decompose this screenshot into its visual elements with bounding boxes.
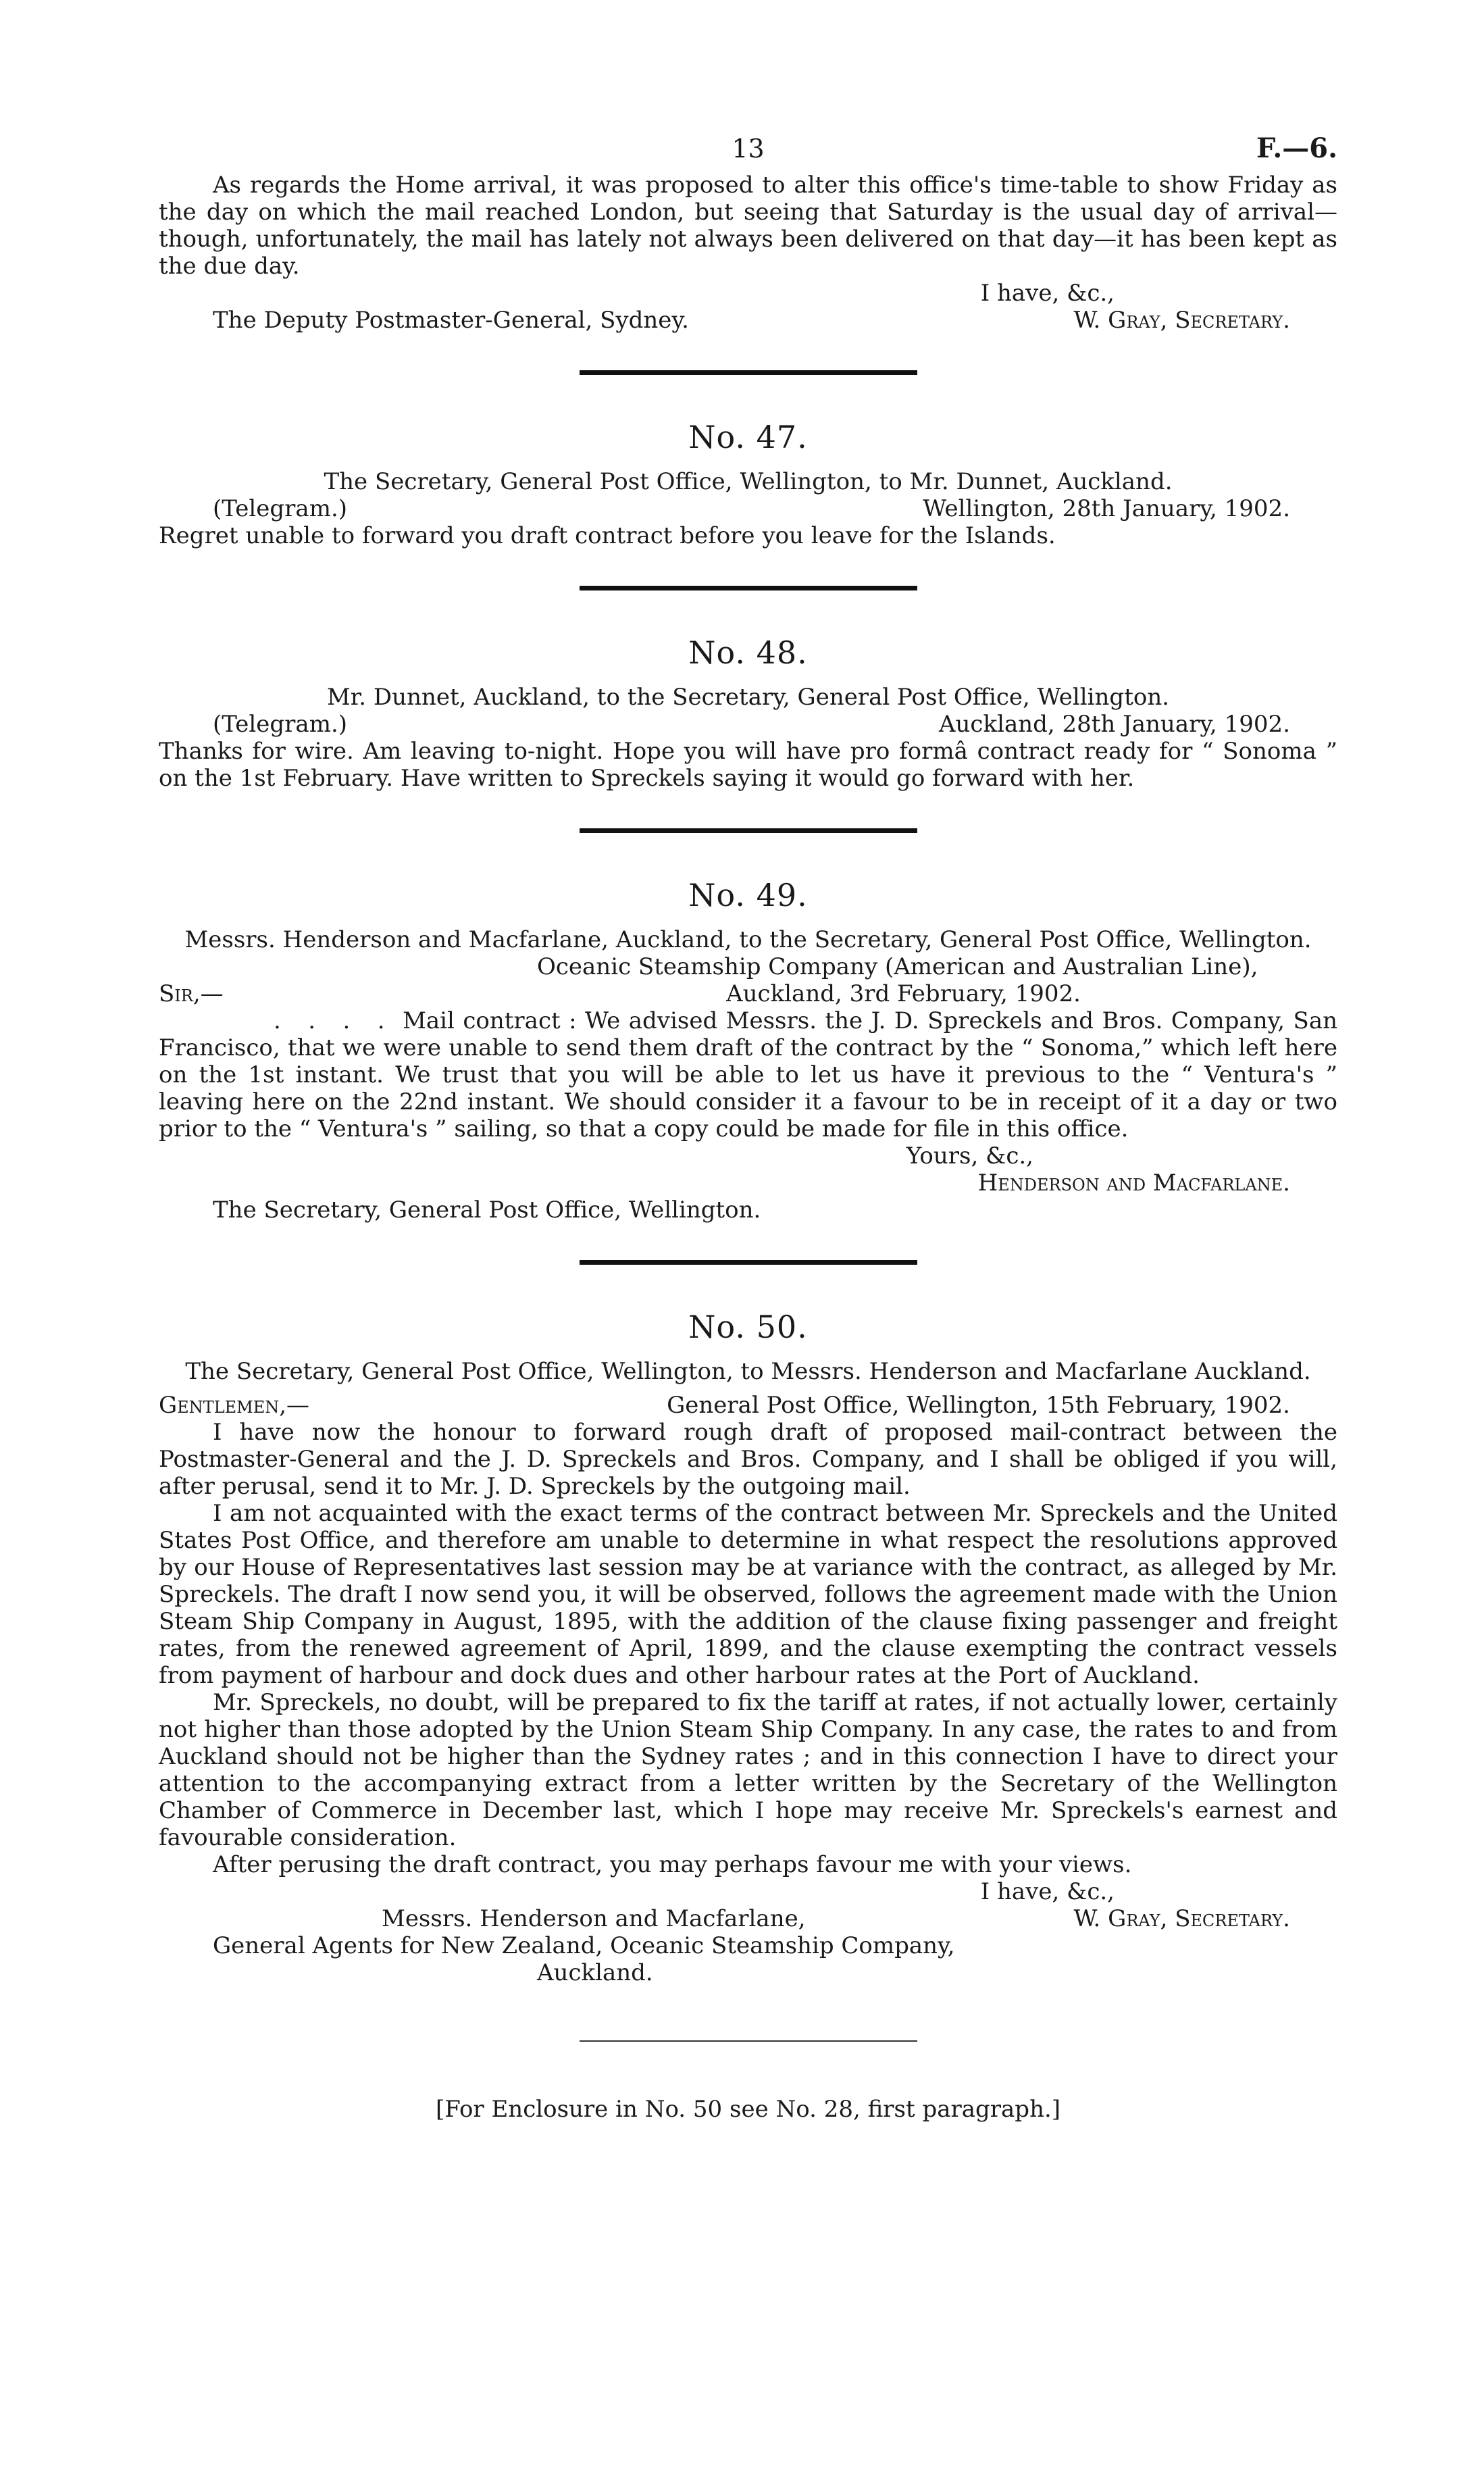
letter-meta-row	[159, 495, 1337, 522]
page-header	[159, 132, 1337, 164]
section-divider	[580, 586, 917, 590]
letter-no-47	[159, 420, 1337, 549]
enclosure-note: [For Enclosure in No. 50 see No. 28, first paragraph.]	[435, 2096, 1061, 2123]
letter-closing: Yours, &c.,	[906, 1142, 1033, 1169]
intro-closing: I have, &c.,	[980, 280, 1115, 307]
letter-dateline: Wellington, 28th January, 1902.	[923, 495, 1290, 522]
letter-paragraph: Mr. Spreckels, no doubt, will be prepared to fix the tariff at rates, if not actually lower, certainly not higher than those adopted by the Union Steam Ship Company. In any case, the rates to and from Auckland should not be higher than the Sydney rates ; and in this connection I have to direct your attention to the accompanying extract from a letter written by the Secretary of the Wellington Chamber of Commerce in December last, which I hope may receive Mr. Spreckels's earnest and favourable consideration.	[159, 1689, 1337, 1851]
letter-signature-row	[159, 1169, 1337, 1197]
letter-number: No. 47.	[688, 419, 808, 455]
section-divider	[580, 828, 917, 833]
letter-body: Regret unable to forward you draft contract before you leave for the Islands.	[159, 522, 1056, 549]
letter-addressee-line2: General Agents for New Zealand, Oceanic Steamship Company,	[213, 1932, 955, 1959]
letter-route: Messrs. Henderson and Macfarlane, Auckland, to the Secretary, General Post Office, Wellington.	[184, 926, 1312, 953]
ellipsis: . . . .	[274, 1007, 394, 1034]
intro-closing-row	[159, 280, 1337, 307]
letter-route: The Secretary, General Post Office, Wellington, to Mr. Dunnet, Auckland.	[324, 468, 1173, 495]
intro-addressee: The Deputy Postmaster-General, Sydney.	[213, 307, 689, 334]
intro-signature: W. Gray, Secretary.	[1073, 307, 1290, 334]
letter-addressee: The Secretary, General Post Office, Wellington.	[213, 1197, 761, 1224]
section-divider	[580, 1260, 917, 1265]
letter-addressee-line3: Auckland.	[537, 1959, 653, 1986]
letter-route: Mr. Dunnet, Auckland, to the Secretary, General Post Office, Wellington.	[326, 684, 1170, 711]
page-number: 13	[732, 134, 765, 163]
letter-paragraph: I have now the honour to forward rough draft of proposed mail-contract between the Postmaster-General and the J. D. Spreckels and Bros. Company, and I shall be obliged if you will, after perusal, send it to Mr. J. D. Spreckels by the outgoing mail.	[159, 1419, 1337, 1500]
letter-route: The Secretary, General Post Office, Wellington, to Messrs. Henderson and Macfarlane Auckland.	[185, 1358, 1311, 1385]
intro-address-row	[159, 307, 1337, 334]
letter-no-48	[159, 635, 1337, 792]
letter-number: No. 48.	[688, 634, 808, 671]
letter-meta-row	[159, 711, 1337, 738]
document-reference: F.—6.	[1256, 132, 1337, 164]
letter-body-text: Mail contract : We advised Messrs. the J. D. Spreckels and Bros. Company, San Francisco, that we were unable to send them draft of the contract by the “ Sonoma,” which left here on the 1st instant. We trust that you will be able to let us have it previous to the “ Ventura's ” leaving here on the 22nd instant. We should consider it a favour to be in receipt of it a day or two prior to the “ Ventura's ” sailing, so that a copy could be made for file in this office.	[159, 1007, 1338, 1142]
letter-signature: Henderson and Macfarlane.	[977, 1169, 1290, 1197]
letter-salutation-row	[159, 1392, 1337, 1419]
letter-closing-row	[159, 1878, 1337, 1905]
letter-salutation: Sir,—	[159, 980, 224, 1007]
letter-type: (Telegram.)	[213, 711, 348, 738]
letter-no-49	[159, 878, 1337, 1224]
letter-dateline: General Post Office, Wellington, 15th February, 1902.	[667, 1392, 1290, 1419]
document-page	[159, 132, 1338, 2432]
section-divider	[580, 370, 917, 375]
letter-type: (Telegram.)	[213, 495, 348, 522]
letter-body	[159, 1007, 1337, 1142]
letter-signature: W. Gray, Secretary.	[1073, 1905, 1290, 1932]
letter-addressee-line1: Messrs. Henderson and Macfarlane,	[382, 1905, 806, 1932]
letter-paragraph: After perusing the draft contract, you may perhaps favour me with your views.	[213, 1851, 1132, 1878]
letter-number: No. 50.	[688, 1309, 808, 1345]
letter-address-row	[159, 1905, 1337, 1932]
letter-paragraph: I am not acquainted with the exact terms of the contract between Mr. Spreckels and the United States Post Office, and therefore am unable to determine in what respect the resolutions approved by our House of Representatives last session may be at variance with the contract, as alleged by Mr. Spreckels. The draft I now send you, it will be observed, follows the agreement made with the Union Steam Ship Company in August, 1895, with the addition of the clause fixing passenger and freight rates, from the renewed agreement of April, 1899, and the clause exempting the contract vessels from payment of harbour and dock dues and other harbour rates at the Port of Auckland.	[159, 1500, 1337, 1689]
letter-salutation: Gentlemen,—	[159, 1392, 310, 1419]
letter-body: Thanks for wire. Am leaving to-night. Hope you will have pro formâ contract ready for “ Sonoma ” on the 1st February. Have written to Spreckels saying it would go forward with her.	[159, 738, 1337, 792]
letter-no-50	[159, 1309, 1337, 1986]
intro-paragraph: As regards the Home arrival, it was proposed to alter this office's time-table to show Friday as the day on which the mail reached London, but seeing that Saturday is the usual day of arrival—though, unfortunately, the mail has lately not always been delivered on that day—it has been kept as the due day.	[159, 172, 1337, 280]
letter-dateline: Auckland, 28th January, 1902.	[938, 711, 1290, 738]
letter-letterhead: Oceanic Steamship Company (American and Australian Line),	[537, 953, 1258, 980]
letter-closing-row	[159, 1142, 1337, 1169]
letter-closing: I have, &c.,	[980, 1878, 1115, 1905]
intro-section	[159, 172, 1337, 334]
footer-divider	[580, 2040, 917, 2042]
letter-number: No. 49.	[688, 877, 808, 913]
letter-salutation-row	[159, 980, 1337, 1007]
letter-dateline: Auckland, 3rd February, 1902.	[726, 980, 1081, 1007]
